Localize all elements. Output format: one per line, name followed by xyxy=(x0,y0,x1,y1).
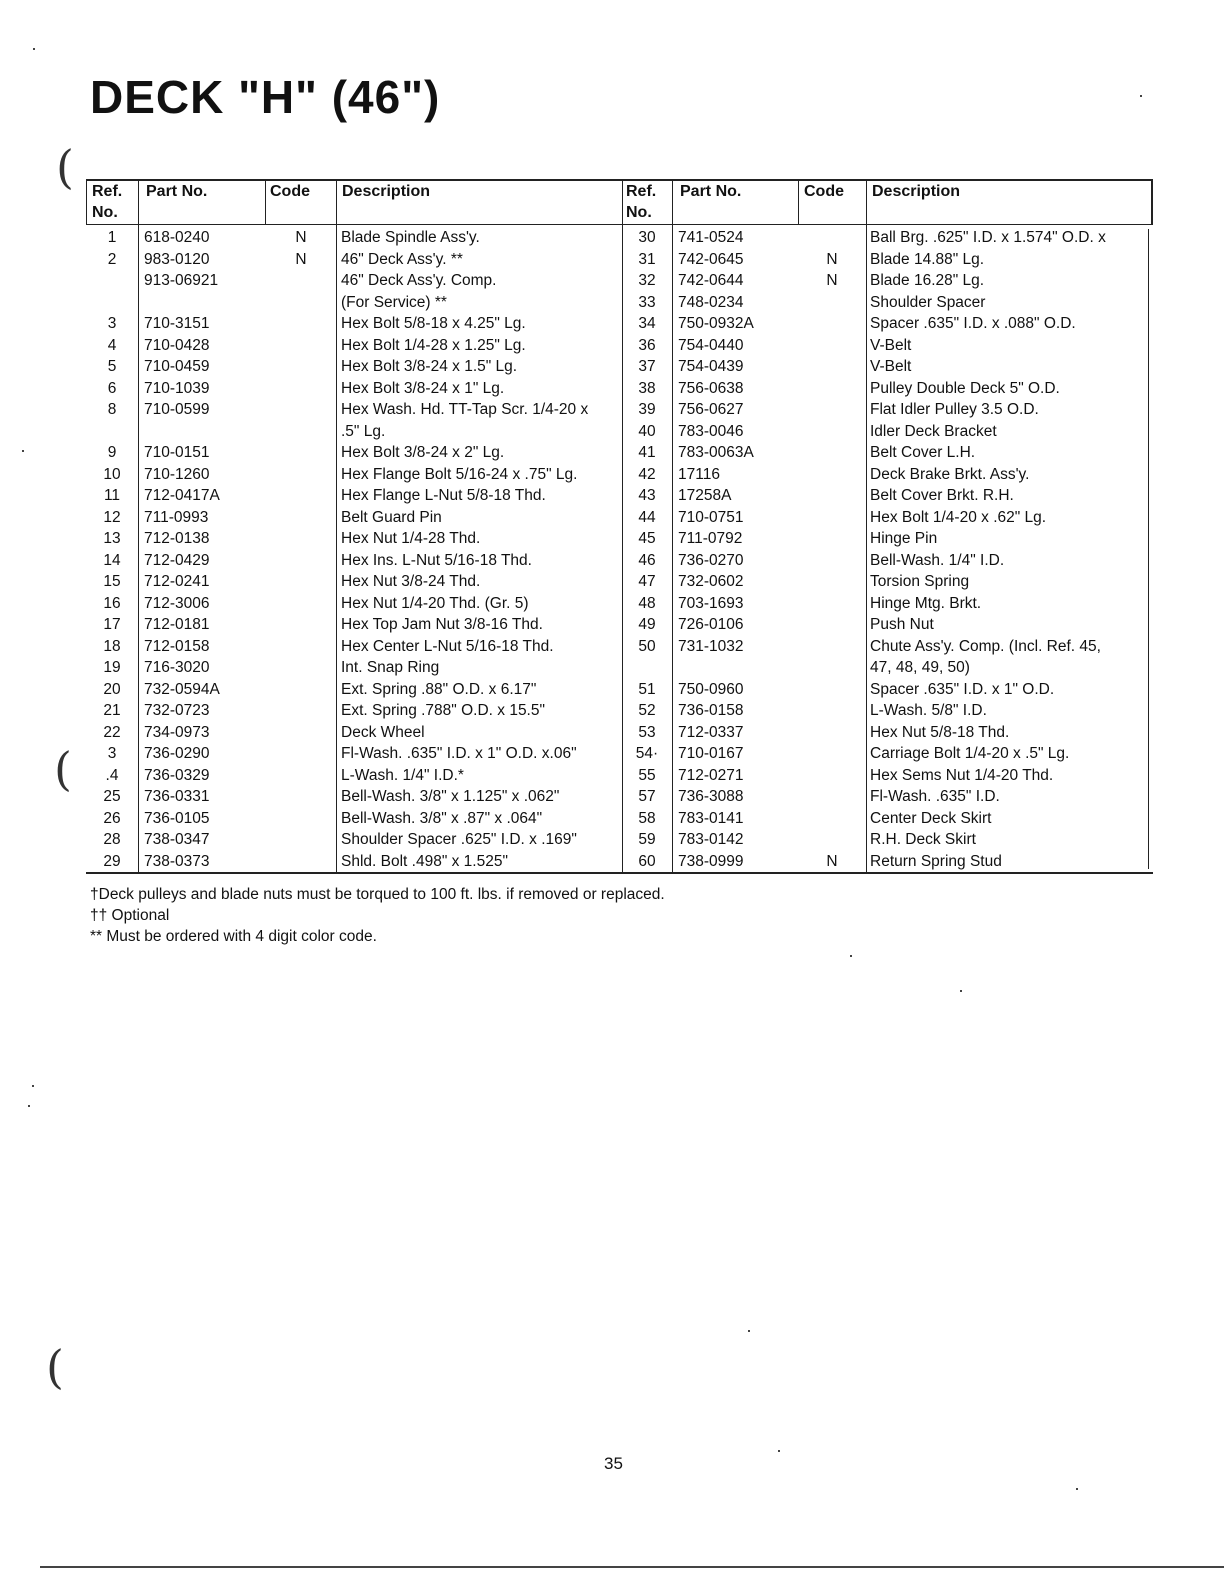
part-no-cell: 716-3020 xyxy=(144,659,210,676)
part-no-cell: 712-0241 xyxy=(144,573,210,590)
description-cell: Spacer .635" I.D. x 1" O.D. xyxy=(870,680,1055,698)
description-cell: V-Belt xyxy=(870,336,912,354)
ref-cell: 54· xyxy=(635,745,659,762)
part-no-cell: 712-0158 xyxy=(144,637,210,655)
description-cell: Hex Flange Bolt 5/16-24 x .75" Lg. xyxy=(341,465,578,483)
table-row xyxy=(86,743,622,765)
header-code: Code xyxy=(270,183,310,200)
part-no-cell: 710-0751 xyxy=(678,508,744,526)
ref-cell: 6 xyxy=(107,379,117,397)
part-no-cell: 17116 xyxy=(678,465,720,483)
part-no-cell: 756-0638 xyxy=(678,379,744,397)
ref-cell: 2 xyxy=(107,250,117,268)
description-cell: Flat Idler Pulley 3.5 O.D. xyxy=(870,401,1039,418)
ref-cell: .4 xyxy=(105,766,119,784)
table-row xyxy=(622,571,1153,593)
table-row xyxy=(622,722,1153,744)
description-cell: Hex Sems Nut 1/4-20 Thd. xyxy=(870,766,1054,784)
description-cell: Hinge Mtg. Brkt. xyxy=(870,594,982,612)
part-no-cell: 736-3088 xyxy=(678,788,744,805)
table-row xyxy=(86,636,622,658)
scan-mark-paren: ( xyxy=(46,1340,64,1394)
part-no-cell: 712-0417A xyxy=(144,487,220,504)
description-cell: Hinge Pin xyxy=(870,530,938,547)
description-cell: V-Belt xyxy=(870,358,912,375)
part-no-cell: 750-0932A xyxy=(678,315,754,332)
description-cell: Belt Cover Brkt. R.H. xyxy=(870,487,1014,504)
header-description: Description xyxy=(342,183,431,200)
part-no-cell: 754-0439 xyxy=(678,358,744,375)
table-row xyxy=(86,485,622,507)
part-no-cell: 783-0063A xyxy=(678,444,754,461)
part-no-cell: 783-0046 xyxy=(678,422,744,440)
part-no-cell: 983-0120 xyxy=(144,250,210,268)
ref-cell: 36 xyxy=(638,336,656,354)
parts-rows-left xyxy=(86,227,622,872)
ref-cell: 49 xyxy=(638,616,656,633)
header-no-label: No. xyxy=(626,204,652,221)
part-no-cell: 734-0973 xyxy=(144,723,210,741)
part-no-cell: 710-1039 xyxy=(144,379,210,397)
table-row xyxy=(622,270,1153,292)
ref-cell: 43 xyxy=(638,487,656,504)
table-row xyxy=(86,356,622,378)
ref-cell: 52 xyxy=(638,702,656,719)
ref-cell: 33 xyxy=(638,293,656,311)
part-no-cell: 712-0138 xyxy=(144,530,210,547)
part-no-cell: 738-0999 xyxy=(678,852,744,870)
description-cell: Bell-Wash. 3/8" x .87" x .064" xyxy=(341,809,543,827)
part-no-cell: 732-0602 xyxy=(678,573,744,590)
header-part-no: Part No. xyxy=(146,183,208,200)
footnotes xyxy=(90,884,665,947)
table-row xyxy=(622,378,1153,400)
ref-cell: 32 xyxy=(638,272,656,289)
description-cell: Belt Guard Pin xyxy=(341,508,442,526)
ref-cell: 12 xyxy=(103,508,121,526)
ref-cell: 28 xyxy=(103,831,121,848)
ref-cell: 9 xyxy=(107,444,117,461)
description-cell: Push Nut xyxy=(870,616,934,633)
header-ref-label: Ref. xyxy=(92,183,123,200)
scan-dot xyxy=(32,1085,34,1087)
ref-cell: 14 xyxy=(103,551,121,569)
table-row xyxy=(622,851,1153,873)
parts-table xyxy=(86,179,1153,874)
ref-cell: 51 xyxy=(638,680,656,698)
description-cell: Hex Bolt 1/4-20 x .62" Lg. xyxy=(870,508,1047,526)
part-no-cell: 710-0151 xyxy=(144,444,210,461)
scan-dot xyxy=(28,1105,30,1107)
ref-cell: 31 xyxy=(638,250,656,268)
scan-dot xyxy=(1076,1488,1078,1490)
table-row xyxy=(86,657,622,679)
part-no-cell: 736-0329 xyxy=(144,766,210,784)
table-row xyxy=(622,421,1153,443)
part-no-cell: 736-0331 xyxy=(144,788,210,805)
ref-cell: 26 xyxy=(103,809,121,827)
ref-cell: 34 xyxy=(638,315,656,332)
part-no-cell: 742-0645 xyxy=(678,250,744,268)
ref-cell: 25 xyxy=(103,788,121,805)
part-no-cell: 738-0347 xyxy=(144,831,210,848)
ref-cell: 29 xyxy=(103,852,121,870)
description-cell: Spacer .635" I.D. x .088" O.D. xyxy=(870,315,1076,332)
ref-cell: 30 xyxy=(638,229,656,246)
table-row xyxy=(622,550,1153,572)
parts-column-right xyxy=(622,179,1153,874)
ref-cell: 55 xyxy=(638,766,656,784)
table-row xyxy=(622,528,1153,550)
table-row xyxy=(86,700,622,722)
description-cell: Pulley Double Deck 5" O.D. xyxy=(870,379,1060,397)
table-row xyxy=(86,722,622,744)
ref-cell: 41 xyxy=(638,444,656,461)
part-no-cell: 711-0792 xyxy=(678,530,743,547)
description-cell: Hex Nut 1/4-20 Thd. (Gr. 5) xyxy=(341,594,529,612)
table-row xyxy=(622,765,1153,787)
ref-cell: 4 xyxy=(107,336,117,354)
description-cell: Deck Wheel xyxy=(341,723,425,741)
table-row xyxy=(622,593,1153,615)
table-row xyxy=(86,335,622,357)
table-row xyxy=(622,399,1153,421)
table-row xyxy=(86,399,622,421)
description-cell: Idler Deck Bracket xyxy=(870,422,997,440)
ref-cell: 17 xyxy=(103,616,121,633)
part-no-cell: 736-0290 xyxy=(144,745,210,762)
part-no-cell: 756-0627 xyxy=(678,401,744,418)
description-cell: R.H. Deck Skirt xyxy=(870,831,976,848)
part-no-cell: 712-0337 xyxy=(678,723,744,741)
scan-dot xyxy=(960,990,962,992)
table-row xyxy=(622,743,1153,765)
table-row xyxy=(86,679,622,701)
part-no-cell: 736-0270 xyxy=(678,551,744,569)
table-row xyxy=(86,378,622,400)
code-cell: N xyxy=(826,272,838,289)
description-cell: Bell-Wash. 3/8" x 1.125" x .062" xyxy=(341,788,560,805)
description-cell: Blade 16.28" Lg. xyxy=(870,272,985,289)
table-row xyxy=(86,614,622,636)
table-row xyxy=(86,313,622,335)
table-row xyxy=(622,636,1153,658)
part-no-cell: 710-3151 xyxy=(144,315,210,332)
table-row xyxy=(622,829,1153,851)
part-no-cell: 738-0373 xyxy=(144,852,210,870)
ref-cell: 15 xyxy=(103,573,121,590)
scan-dot xyxy=(33,48,35,50)
ref-cell: 38 xyxy=(638,379,656,397)
part-no-cell: 710-0459 xyxy=(144,358,210,375)
description-cell: Fl-Wash. .635" I.D. xyxy=(870,788,1000,805)
table-row xyxy=(622,485,1153,507)
table-row xyxy=(622,808,1153,830)
description-cell: .5" Lg. xyxy=(341,422,386,440)
code-cell: N xyxy=(826,250,838,268)
table-row xyxy=(86,829,622,851)
description-cell: Shoulder Spacer xyxy=(870,293,986,311)
part-no-cell: 726-0106 xyxy=(678,616,744,633)
description-cell: Hex Bolt 3/8-24 x 1" Lg. xyxy=(341,379,505,397)
part-no-cell: 732-0723 xyxy=(144,702,210,719)
scan-edge-line xyxy=(40,1566,1224,1568)
part-no-cell: 783-0141 xyxy=(678,809,744,827)
ref-cell: 50 xyxy=(638,637,656,655)
table-row xyxy=(86,765,622,787)
table-row xyxy=(86,571,622,593)
part-no-cell: 710-0599 xyxy=(144,401,210,418)
description-cell: Hex Nut 5/8-18 Thd. xyxy=(870,723,1010,741)
description-cell: L-Wash. 1/4" I.D.* xyxy=(341,766,464,784)
table-row xyxy=(86,808,622,830)
scan-mark-paren: ( xyxy=(56,140,74,194)
table-row xyxy=(86,786,622,808)
ref-cell: 46 xyxy=(638,551,656,569)
part-no-cell: 736-0158 xyxy=(678,702,744,719)
ref-cell: 60 xyxy=(638,852,656,870)
footnote-optional: †† Optional xyxy=(90,907,170,924)
table-row xyxy=(622,464,1153,486)
code-cell: N xyxy=(826,852,838,870)
description-cell: 46" Deck Ass'y. Comp. xyxy=(341,272,497,289)
part-no-cell: 742-0644 xyxy=(678,272,744,289)
ref-cell: 10 xyxy=(103,465,121,483)
part-no-cell: 712-0429 xyxy=(144,551,210,569)
parts-rows-right xyxy=(622,227,1153,872)
ref-cell: 20 xyxy=(103,680,121,698)
part-no-cell: 712-3006 xyxy=(144,594,210,612)
table-row xyxy=(622,442,1153,464)
ref-cell: 40 xyxy=(638,422,656,440)
description-cell: Hex Bolt 5/8-18 x 4.25" Lg. xyxy=(341,315,526,332)
description-cell: Int. Snap Ring xyxy=(341,659,440,676)
description-cell: Hex Top Jam Nut 3/8-16 Thd. xyxy=(341,616,543,633)
description-cell: Ext. Spring .788" O.D. x 15.5" xyxy=(341,702,545,719)
header-ref-label: Ref. xyxy=(626,183,657,200)
scan-dot xyxy=(850,955,852,957)
description-cell: Bell-Wash. 1/4" I.D. xyxy=(870,551,1005,569)
table-row xyxy=(86,270,622,292)
table-row xyxy=(86,593,622,615)
description-cell: Shoulder Spacer .625" I.D. x .169" xyxy=(341,831,577,848)
description-cell: Belt Cover L.H. xyxy=(870,444,976,461)
description-cell: Blade 14.88" Lg. xyxy=(870,250,985,268)
description-cell: Hex Bolt 1/4-28 x 1.25" Lg. xyxy=(341,336,526,354)
ref-cell: 57 xyxy=(638,788,656,805)
description-cell: Carriage Bolt 1/4-20 x .5" Lg. xyxy=(870,745,1070,762)
ref-cell: 13 xyxy=(103,530,121,547)
table-row xyxy=(86,249,622,271)
part-no-cell: 783-0142 xyxy=(678,831,744,848)
page-title: DECK "H" (46") xyxy=(90,71,441,123)
footnote-torque: †Deck pulleys and blade nuts must be torqued to 100 ft. lbs. if removed or replaced. xyxy=(90,886,665,903)
part-no-cell: 712-0181 xyxy=(144,616,210,633)
table-row xyxy=(86,550,622,572)
description-cell: Hex Flange L-Nut 5/8-18 Thd. xyxy=(341,487,546,504)
table-row xyxy=(86,442,622,464)
part-no-cell: 731-1032 xyxy=(678,637,744,655)
part-no-cell: 913-06921 xyxy=(144,272,219,289)
table-row xyxy=(622,679,1153,701)
table-row xyxy=(622,786,1153,808)
table-row xyxy=(622,292,1153,314)
scan-dot xyxy=(778,1450,780,1452)
description-cell: Hex Nut 1/4-28 Thd. xyxy=(341,530,481,547)
header-no-label: No. xyxy=(92,204,118,221)
scan-mark-paren: ( xyxy=(54,742,72,796)
scan-dot xyxy=(1140,95,1142,97)
ref-cell: 53 xyxy=(638,723,656,741)
description-cell: 46" Deck Ass'y. ** xyxy=(341,250,463,268)
description-cell: Hex Center L-Nut 5/16-18 Thd. xyxy=(341,637,554,655)
part-no-cell: 710-1260 xyxy=(144,465,210,483)
part-no-cell: 741-0524 xyxy=(678,229,744,246)
ref-cell: 58 xyxy=(638,809,656,827)
header-part-no-right: Part No. xyxy=(680,183,742,200)
header-description-right: Description xyxy=(872,183,961,200)
table-row xyxy=(622,614,1153,636)
part-no-cell: 710-0428 xyxy=(144,336,210,354)
description-cell: (For Service) ** xyxy=(341,293,447,311)
page-number: 35 xyxy=(604,1454,623,1473)
ref-cell: 19 xyxy=(103,659,121,676)
description-cell: Return Spring Stud xyxy=(870,852,1002,870)
description-cell: Hex Bolt 3/8-24 x 1.5" Lg. xyxy=(341,358,518,375)
description-cell: 47, 48, 49, 50) xyxy=(870,659,970,676)
scan-dot xyxy=(748,1330,750,1332)
table-row xyxy=(622,313,1153,335)
description-cell: Center Deck Skirt xyxy=(870,809,992,827)
ref-cell: 47 xyxy=(638,573,656,590)
table-row xyxy=(622,657,1153,679)
part-no-cell: 712-0271 xyxy=(678,766,744,784)
part-no-cell: 748-0234 xyxy=(678,293,744,311)
ref-cell: 59 xyxy=(638,831,656,848)
part-no-cell: 711-0993 xyxy=(144,508,209,526)
part-no-cell: 703-1693 xyxy=(678,594,744,612)
table-row xyxy=(622,227,1153,249)
description-cell: Shld. Bolt .498" x 1.525" xyxy=(341,852,508,870)
code-cell: N xyxy=(295,250,307,268)
table-row xyxy=(622,700,1153,722)
ref-cell: 45 xyxy=(638,530,656,547)
part-no-cell: 618-0240 xyxy=(144,229,210,246)
header-ref xyxy=(92,181,122,223)
description-cell: Chute Ass'y. Comp. (Incl. Ref. 45, xyxy=(870,637,1101,655)
table-row xyxy=(86,227,622,249)
table-row xyxy=(86,507,622,529)
part-no-cell: 710-0167 xyxy=(678,745,744,762)
description-cell: Hex Wash. Hd. TT-Tap Scr. 1/4-20 x xyxy=(341,401,589,418)
ref-cell: 5 xyxy=(107,358,117,375)
ref-cell: 42 xyxy=(638,465,656,483)
description-cell: Ball Brg. .625" I.D. x 1.574" O.D. x xyxy=(870,229,1106,246)
part-no-cell: 732-0594A xyxy=(144,680,220,698)
table-row xyxy=(622,335,1153,357)
parts-column-left xyxy=(86,179,622,874)
ref-cell: 3 xyxy=(107,315,117,332)
ref-cell: 22 xyxy=(103,723,121,741)
ref-cell: 21 xyxy=(103,702,121,719)
ref-cell: 18 xyxy=(103,637,121,655)
ref-cell: 8 xyxy=(107,401,117,418)
ref-cell: 39 xyxy=(638,401,656,418)
part-no-cell: 750-0960 xyxy=(678,680,744,698)
table-row xyxy=(86,421,622,443)
description-cell: Deck Brake Brkt. Ass'y. xyxy=(870,465,1030,483)
description-cell: Hex Nut 3/8-24 Thd. xyxy=(341,573,481,590)
table-row xyxy=(86,292,622,314)
table-row xyxy=(86,464,622,486)
part-no-cell: 754-0440 xyxy=(678,336,744,354)
table-row xyxy=(622,249,1153,271)
part-no-cell: 17258A xyxy=(678,487,732,504)
table-row xyxy=(622,356,1153,378)
ref-cell: 48 xyxy=(638,594,656,612)
header-ref-right xyxy=(626,181,656,223)
description-cell: L-Wash. 5/8" I.D. xyxy=(870,702,987,719)
ref-cell: 3 xyxy=(107,745,117,762)
scan-dot xyxy=(22,450,24,452)
ref-cell: 1 xyxy=(107,229,117,246)
description-cell: Hex Bolt 3/8-24 x 2" Lg. xyxy=(341,444,505,461)
description-cell: Torsion Spring xyxy=(870,573,970,590)
ref-cell: 44 xyxy=(638,508,656,526)
description-cell: Fl-Wash. .635" I.D. x 1" O.D. x.06" xyxy=(341,745,577,762)
description-cell: Hex Ins. L-Nut 5/16-18 Thd. xyxy=(341,551,532,569)
ref-cell: 11 xyxy=(103,487,121,504)
description-cell: Blade Spindle Ass'y. xyxy=(341,229,480,246)
table-row xyxy=(622,507,1153,529)
ref-cell: 16 xyxy=(103,594,121,612)
description-cell: Ext. Spring .88" O.D. x 6.17" xyxy=(341,680,537,698)
part-no-cell: 736-0105 xyxy=(144,809,210,827)
code-cell: N xyxy=(295,229,307,246)
ref-cell: 37 xyxy=(638,358,656,375)
footnote-color-code: ** Must be ordered with 4 digit color code. xyxy=(90,928,377,945)
table-row xyxy=(86,851,622,873)
table-row xyxy=(86,528,622,550)
header-code-right: Code xyxy=(804,183,844,200)
